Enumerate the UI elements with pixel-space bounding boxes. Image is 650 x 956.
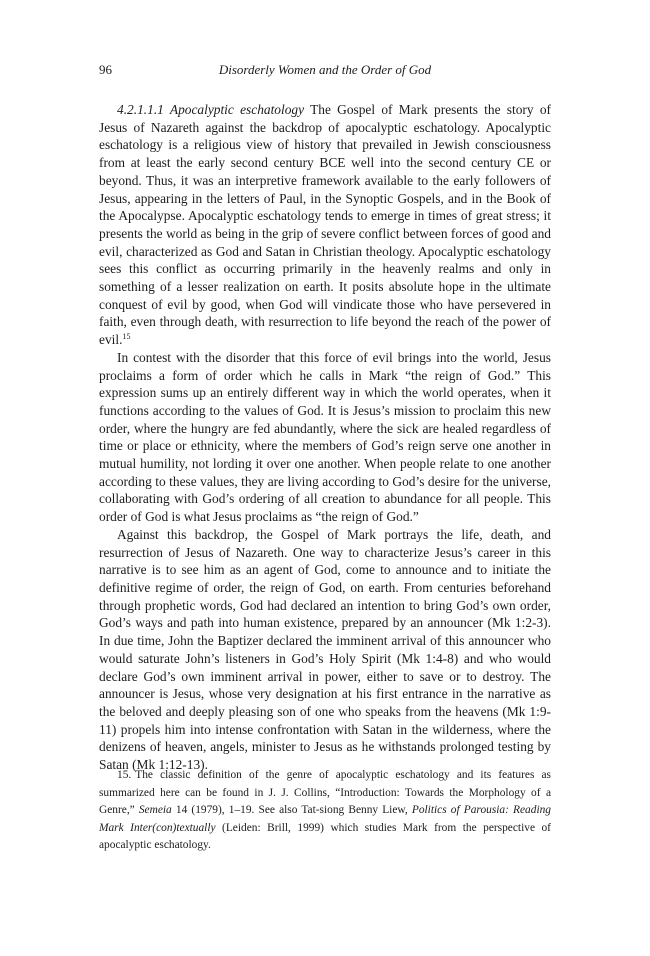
- footnote-number: 15.: [117, 769, 132, 781]
- running-head: [99, 61, 551, 79]
- running-title: Disorderly Women and the Order of God: [218, 62, 432, 77]
- footnote-15: [99, 767, 551, 855]
- footnote-journal-title: Semeia: [138, 804, 172, 817]
- paragraph-1: [99, 101, 551, 349]
- footnotes: [99, 767, 551, 855]
- footnote-book-title: Politics of Parousia: Reading Mark Inter(con)textually: [99, 804, 552, 834]
- footnote-text-b: 14 (1979), 1–19. See also Tat-siong Benny Liew,: [171, 804, 412, 817]
- body-text: [99, 101, 551, 774]
- footnote-text-c: (Leiden: Brill, 1999) which studies Mark from the perspective of apocalyptic eschatology.: [99, 821, 551, 852]
- footnote-reference[interactable]: 15: [122, 332, 131, 342]
- footnote-text-a: The classic definition of the genre of apocalyptic eschatology and its features as summarized here can be found in J. J. Collins, “Introduction: Towards the Morphology of a Genre,”: [99, 769, 551, 817]
- paragraph-3: Against this backdrop, the Gospel of Mark portrays the life, death, and resurrection of Jesus of Nazareth. One way to characterize Jesus’s career in this narrative is to see him as an agent of God, come to announce and to initiate the definitive regime of order, the reign of God, on earth. From centuries beforehand through prophetic words, God had declared an intention to bring God’s own order, God’s ways and path into human existence, prepared by an announcer (Mk 1:2-3). In due time, John the Baptizer declared the imminent arrival of this announcer who would saturate John’s listeners in God’s Holy Spirit (Mk 1:4-8) and who would declare God’s own imminent arrival in power, either to save or to destroy. The announcer is Jesus, whose very designation at his first entrance in the narrative as the beloved and deeply pleasing son of one who speaks from the heavens (Mk 1:9-11) propels him into intense confrontation with Satan in the wilderness, where the denizens of heaven, angels, minister to Jesus as he withstands prolonged testing by Satan (Mk 1:12-13).: [99, 526, 551, 773]
- paragraph-2: In contest with the disorder that this force of evil brings into the world, Jesus proclaims a form of order which he calls in Mark “the reign of God.” This expression sums up an entirely different way in which the world operates, when it functions according to the values of God. It is Jesus’s mission to proclaim this new order, where the hungry are fed abundantly, where the sick are healed regardless of time or place or ethnicity, where the members of God’s reign serve one another in mutual humility, not lording it over one another. When people relate to one another according to these values, they are living according to God’s desire for the universe, collaborating with God’s ordering of all creation to abundance for all people. This order of God is what Jesus proclaims as “the reign of God.”: [99, 349, 551, 525]
- section-heading: 4.2.1.1.1 Apocalyptic eschatology: [117, 102, 305, 117]
- page-number: 96: [99, 62, 112, 77]
- paragraph-1-text: The Gospel of Mark presents the story of Jesus of Nazareth against the backdrop of apocalyptic eschatology. Apocalyptic eschatology is a religious view of history that prevailed in Jewish consciousness from at least the early second century BCE well into the second century CE or beyond. Thus, it was an interpretive framework available to the early followers of Jesus, appearing in the letters of Paul, in the Synoptic Gospels, and in the Book of the Apocalypse. Apocalyptic eschatology tends to emerge in times of great stress; it presents the world as being in the grip of severe conflict between forces of good and evil, characterized as God and Satan in Christian theology. Apocalyptic eschatology sees this conflict as occurring primarily in the heavenly realms and only in something of a lesser realization on earth. It posits absolute hope in the ultimate conquest of evil by good, when God will vindicate those who have persevered in faith, even through death, with resurrection to life beyond the reach of the power of evil.: [99, 102, 551, 348]
